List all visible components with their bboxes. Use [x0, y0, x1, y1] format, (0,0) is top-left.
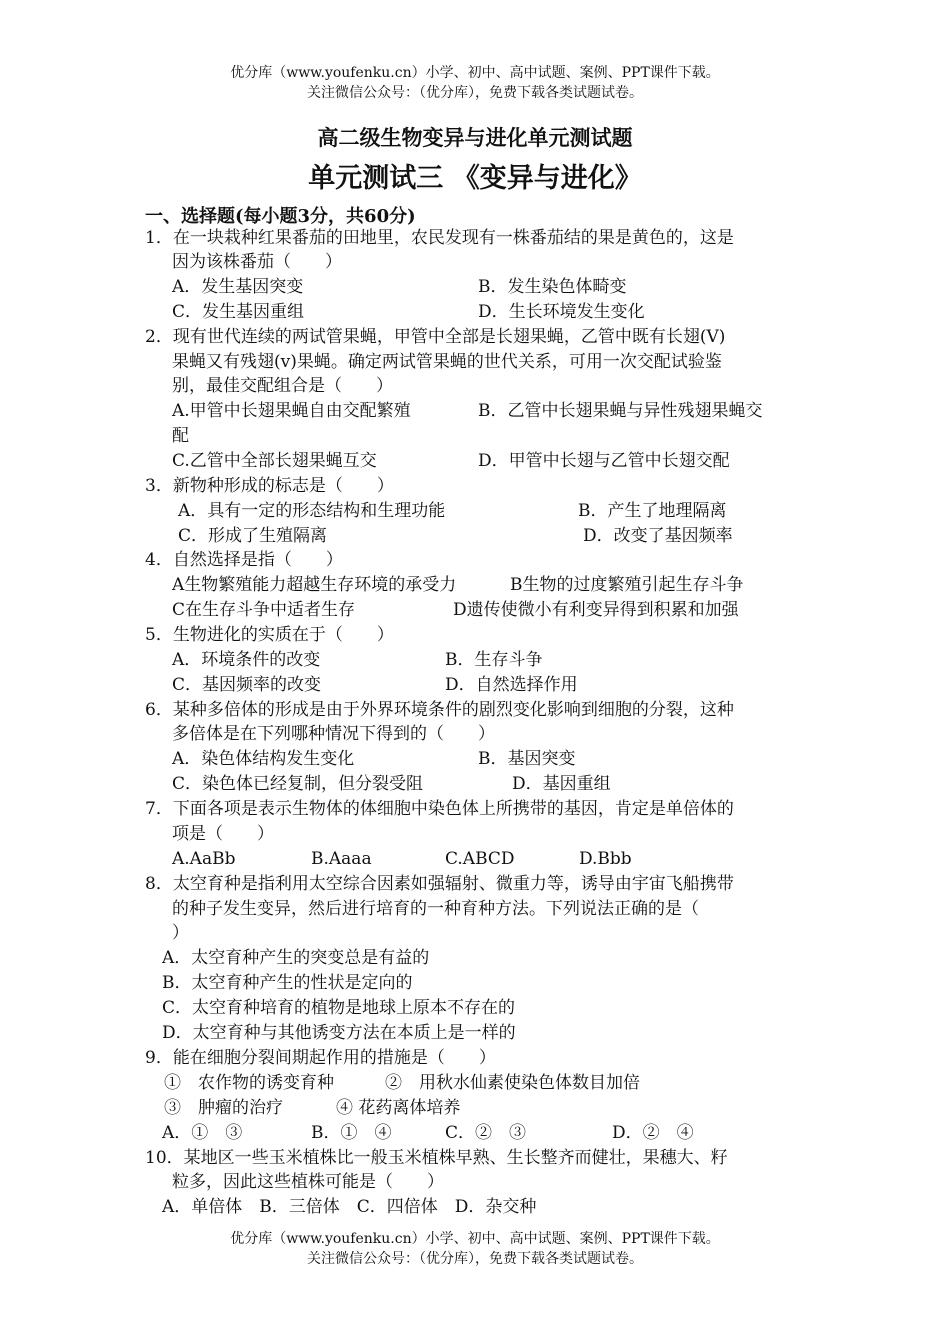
q3-stem-line1: 3．新物种形成的标志是（ ） [145, 476, 394, 496]
q4-stem-line1: 4．自然选择是指（ ） [145, 550, 343, 570]
q6-option-d: D．基因重组 [512, 774, 611, 794]
q9-stem-line1: 9．能在细胞分裂间期起作用的措施是（ ） [145, 1048, 496, 1068]
section-heading: 一、选择题(每小题3分，共60分) [145, 206, 416, 227]
q6-option-a: A．染色体结构发生变化 [172, 749, 355, 769]
q6-stem-line1: 6．某种多倍体的形成是由于外界环境条件的剧烈变化影响到细胞的分裂，这种 [145, 700, 734, 720]
q9-item-1: ① 农作物的诱变育种 [164, 1073, 334, 1093]
q7-stem-line1: 7．下面各项是表示生物体的体细胞中染色体上所携带的基因，肯定是单倍体的 [145, 799, 734, 819]
q8-option-b: B．太空育种产生的性状是定向的 [162, 973, 413, 993]
q8-stem-line2: 的种子发生变异，然后进行培育的一种育种方法。下列说法正确的是（ [172, 899, 699, 919]
q2-option-b-cont: 配 [172, 426, 189, 446]
q6-option-c: C．染色体已经复制，但分裂受阻 [172, 774, 424, 794]
q7-option-c: C.ABCD [445, 849, 515, 869]
q4-option-b: B生物的过度繁殖引起生存斗争 [510, 575, 744, 595]
site-banner-line1: 优分库（www.youfenku.cn）小学、初中、高中试题、案例、PPT课件下载。 [230, 65, 720, 81]
q2-stem-line2: 果蝇又有残翅(v)果蝇。确定两试管果蝇的世代关系，可用一次交配试验鉴 [172, 352, 722, 372]
q9-item-2: ② 用秋水仙素使染色体数目加倍 [385, 1073, 640, 1093]
q2-option-b: B．乙管中长翅果蝇与异性残翅果蝇交 [478, 401, 763, 421]
site-footer-line1: 优分库（www.youfenku.cn）小学、初中、高中试题、案例、PPT课件下载。 [230, 1231, 720, 1247]
q5-option-b: B．生存斗争 [445, 650, 543, 670]
q5-option-c: C．基因频率的改变 [172, 675, 322, 695]
q10-stem-line2: 粒多，因此这些植株可能是（ ） [172, 1172, 444, 1192]
q4-option-d: D遗传使微小有利变异得到积累和加强 [453, 600, 739, 620]
q6-option-b: B．基因突变 [478, 749, 576, 769]
q2-option-a: A.甲管中长翅果蝇自由交配繁殖 [172, 401, 411, 421]
site-footer-line2: 关注微信公众号：（优分库），免费下载各类试题试卷。 [307, 1251, 643, 1267]
q1-stem-line1: 1．在一块栽种红果番茄的田地里，农民发现有一株番茄结的果是黄色的，这是 [145, 228, 734, 248]
q2-stem-line1: 2．现有世代连续的两试管果蝇，甲管中全部是长翅果蝇，乙管中既有长翅(V) [145, 327, 726, 347]
site-banner-line2: 关注微信公众号：（优分库），免费下载各类试题试卷。 [307, 85, 643, 101]
q2-stem-line3: 别，最佳交配组合是（ ） [172, 376, 393, 396]
q3-option-a: A．具有一定的形态结构和生理功能 [178, 501, 446, 521]
q9-option-c: C．② ③ [445, 1123, 527, 1143]
q1-option-c: C．发生基因重组 [172, 302, 305, 322]
q9-option-d: D．② ④ [612, 1123, 694, 1143]
q1-option-a: A．发生基因突变 [172, 277, 304, 297]
q7-option-d: D.Bbb [579, 849, 632, 869]
q9-option-a: A．① ③ [162, 1123, 243, 1143]
q9-option-b: B．① ④ [311, 1123, 392, 1143]
q4-option-a: A生物繁殖能力超越生存环境的承受力 [172, 575, 457, 595]
q1-stem-line2: 因为该株番茄（ ） [172, 252, 342, 272]
q1-option-d: D．生长环境发生变化 [478, 302, 645, 322]
page-subtitle: 单元测试三 《变异与进化》 [308, 163, 642, 194]
q2-option-d: D．甲管中长翅与乙管中长翅交配 [478, 451, 730, 471]
q3-option-b: B．产生了地理隔离 [578, 501, 727, 521]
q3-option-d: D．改变了基因频率 [583, 526, 733, 546]
q6-stem-line2: 多倍体是在下列哪种情况下得到的（ ） [172, 724, 495, 744]
q8-stem-line1: 8．太空育种是指利用太空综合因素如强辐射、微重力等，诱导由宇宙飞船携带 [145, 874, 734, 894]
q8-option-d: D．太空育种与其他诱变方法在本质上是一样的 [162, 1023, 516, 1043]
q7-option-b: B.Aaaa [311, 849, 372, 869]
q9-item-4: ④ 花药离体培养 [336, 1098, 461, 1118]
q2-option-c: C.乙管中全部长翅果蝇互交 [172, 451, 377, 471]
q7-option-a: A.AaBb [172, 849, 236, 869]
q4-option-c: C在生存斗争中适者生存 [172, 600, 356, 620]
q5-option-a: A．环境条件的改变 [172, 650, 321, 670]
q10-options: A．单倍体 B．三倍体 C．四倍体 D．杂交种 [162, 1197, 537, 1217]
q8-stem-line3: ） [172, 923, 189, 943]
q10-stem-line1: 10．某地区一些玉米植株比一般玉米植株早熟、生长整齐而健壮，果穗大、籽 [145, 1148, 728, 1168]
q3-option-c: C．形成了生殖隔离 [178, 526, 328, 546]
page-title: 高二级生物变异与进化单元测试题 [317, 125, 633, 150]
q1-option-b: B．发生染色体畸变 [478, 277, 627, 297]
q7-stem-line2: 项是（ ） [172, 824, 274, 844]
q8-option-c: C．太空育种培育的植物是地球上原本不存在的 [162, 998, 516, 1018]
q8-option-a: A．太空育种产生的突变总是有益的 [162, 948, 430, 968]
q5-option-d: D．自然选择作用 [445, 675, 578, 695]
q5-stem-line1: 5．生物进化的实质在于（ ） [145, 625, 394, 645]
q9-item-3: ③ 肿瘤的治疗 [164, 1098, 283, 1118]
